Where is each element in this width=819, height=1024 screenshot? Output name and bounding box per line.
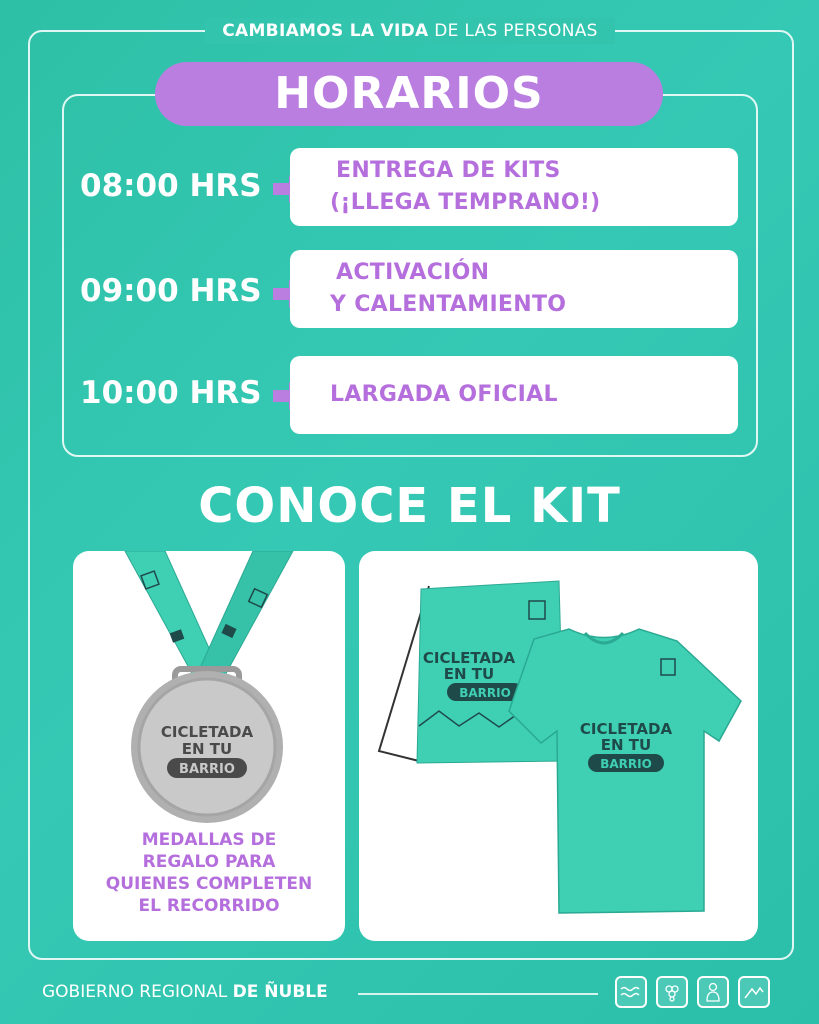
footer-org	[42, 982, 328, 1002]
medal-caption	[73, 829, 345, 917]
figure-icon	[697, 976, 729, 1008]
schedule-1-line1: ENTREGA DE KITS	[336, 158, 561, 183]
bag-text-3: BARRIO	[459, 686, 511, 700]
medal-text-1: CICLETADA	[160, 723, 254, 741]
waves-icon	[615, 976, 647, 1008]
horarios-title: HORARIOS	[155, 62, 663, 126]
footer-divider	[358, 993, 598, 995]
kit-title: CONOCE EL KIT	[198, 478, 621, 534]
header-tagline-bold: CAMBIAMOS LA VIDA	[222, 21, 429, 41]
grapes-icon	[656, 976, 688, 1008]
medal-caption-2: REGALO PARA	[142, 852, 276, 872]
schedule-box-2	[290, 250, 738, 328]
shirt-text-1: CICLETADA	[579, 720, 673, 738]
schedule-box-3	[290, 356, 738, 434]
medal-caption-4: EL RECORRIDO	[138, 896, 280, 916]
schedule-2-line2: Y CALENTAMIENTO	[330, 292, 567, 317]
schedule-2-line1: ACTIVACIÓN	[336, 260, 490, 285]
header-tagline-light: DE LAS PERSONAS	[428, 21, 598, 41]
time-2: 09:00 HRS	[80, 273, 262, 309]
medal-text-2: EN TU	[181, 740, 233, 758]
time-3: 10:00 HRS	[80, 375, 262, 411]
medal-caption-1: MEDALLAS DE	[141, 830, 277, 850]
shirt-text-2: EN TU	[600, 736, 652, 754]
time-1: 08:00 HRS	[80, 168, 262, 204]
footer-org-light: GOBIERNO REGIONAL	[42, 982, 233, 1002]
bag-text-1: CICLETADA	[422, 649, 516, 667]
medal-text-3: BARRIO	[179, 762, 235, 777]
kit-card	[359, 551, 758, 941]
medal-caption-3: QUIENES COMPLETEN	[105, 874, 313, 894]
schedule-1-line2: (¡LLEGA TEMPRANO!)	[330, 190, 601, 215]
mountain-icon	[738, 976, 770, 1008]
footer-org-bold: DE ÑUBLE	[232, 982, 328, 1002]
bag-text-2: EN TU	[443, 665, 495, 683]
schedule-3-line1: LARGADA OFICIAL	[330, 382, 558, 407]
medal-card	[73, 551, 345, 941]
header-tagline	[205, 18, 615, 44]
medal-illustration	[73, 551, 345, 831]
shirt-text-3: BARRIO	[600, 757, 652, 771]
kit-illustration	[359, 551, 758, 941]
schedule-box-1	[290, 148, 738, 226]
